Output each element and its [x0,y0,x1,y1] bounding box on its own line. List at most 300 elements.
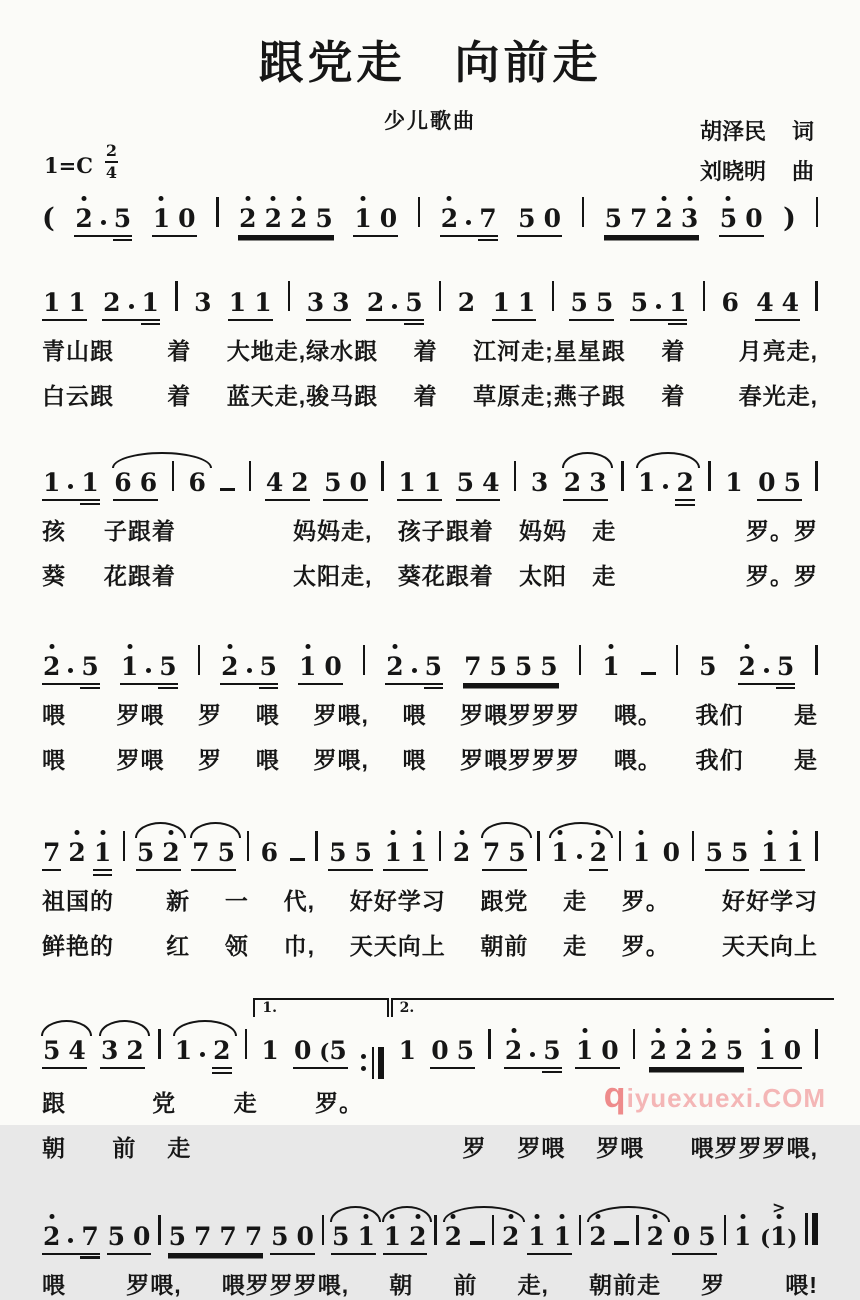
note-digit: 5 [595,288,614,317]
note-digit: 4 [265,468,284,497]
final-barline [805,1213,818,1245]
note-digit: 1 [551,838,569,867]
note [194,290,211,315]
note-digit: 2 [264,204,282,233]
note [68,290,85,315]
barline [619,831,622,861]
octave-dot [159,196,164,201]
lyric-syllable: 巾, [283,933,315,959]
barline [815,461,818,491]
beam-group [430,1038,475,1069]
lyric-syllable: 罗 [198,702,223,728]
note-digit: 7 [464,652,482,681]
note-digit: 7 [43,838,61,867]
note [493,290,510,315]
note [133,1221,151,1251]
lyric-syllable: 草原走;燕子跟 [473,383,626,409]
note-digit: 5 [699,652,717,681]
octave-dot [707,1028,712,1033]
beam-group [575,1038,620,1069]
lyric-syllable: 喂 [255,747,280,773]
note [296,1221,314,1251]
notes-row [42,621,818,685]
barline [439,831,442,861]
note-digit: 0 [672,1221,691,1251]
octave-dot [391,830,396,835]
octave-dot [305,644,310,649]
note [681,206,698,231]
beam-group [672,1221,717,1255]
note [505,1038,522,1063]
note [761,840,778,865]
note [355,840,372,865]
note-digit: 6 [114,468,132,497]
watermark-logo-letter: q [603,1074,627,1115]
beam-group [517,206,562,237]
octave-dot [681,1028,686,1033]
note [453,840,470,865]
octave-dot [726,196,731,201]
note [457,1038,474,1063]
beam-group [113,470,158,501]
lyric-syllable: 着 [413,338,438,364]
note [733,1221,752,1251]
lyric-syllable: 江河走;星星跟 [473,338,626,364]
beam-group [444,1221,463,1251]
note-digit: 1 [528,1221,546,1251]
beam-group [637,470,695,495]
lyrics-line [42,883,818,916]
note-digit: 0 [296,1221,314,1251]
note [425,654,442,679]
song-title: 跟党走 向前走 [258,37,602,88]
note [221,654,238,679]
note [483,840,500,865]
barline [708,461,711,491]
time-signature-numerator: 2 [105,141,117,160]
note [518,290,535,315]
lyric-syllable: 走 [592,563,617,589]
lyric-syllable: 白云跟 [42,383,114,409]
note-digit: 5 [168,1221,187,1251]
note-digit: 7 [219,1221,237,1251]
octave-dot [296,196,301,201]
octave-dot [608,644,613,649]
octave-dot [82,196,87,201]
barline [175,281,178,311]
note [43,1221,61,1251]
note-digit: 0 [293,1036,312,1065]
note-digit: 1 [228,288,247,317]
lyric-syllable: 孩 [42,518,66,544]
note-digit: 5 [332,1221,350,1251]
note-digit: 2 [504,1036,523,1065]
lyric-syllable: 跟 [42,1089,66,1116]
lyric-syllable: 罗 [462,1134,487,1161]
note-digit: 5 [324,468,342,497]
barline [158,1029,161,1059]
beam-group [757,1038,802,1069]
note-digit: 6 [721,288,739,317]
note-digit: 1 [575,1036,594,1065]
beam-group [755,290,800,321]
beam-group [530,470,549,495]
lyric-syllable: 朝前走 [588,1271,661,1298]
note-digit: 1 [770,1221,788,1251]
composer-role: 曲 [791,159,814,184]
barline [579,645,582,675]
notation-system [42,437,818,591]
lyrics-line [42,697,818,730]
note-digit: 2 [409,1221,427,1251]
octave-dot [740,1214,745,1219]
note-digit: 2 [289,204,308,233]
note-digit: 1 [254,288,272,317]
lyric-syllable: 天天向上 [722,933,818,959]
note [357,1221,375,1251]
note [229,290,246,315]
barline [381,461,384,491]
note-digit: 4 [482,468,500,497]
beam-group [74,206,132,237]
note-digit: 2 [103,288,121,317]
beam-group [174,1038,232,1063]
note [551,840,568,865]
octave-dot [511,1028,516,1033]
augmentation-dot [466,220,471,225]
lyrics-line [42,513,818,546]
note-digit: 1 [668,288,687,317]
beam-group [398,1038,417,1063]
note-digit: 1 [409,838,428,867]
note [441,206,458,231]
note-digit: 1 [384,838,402,867]
barline [815,281,818,311]
barline [537,831,540,861]
note [672,1221,691,1251]
beam-group [102,290,160,321]
note [94,840,111,865]
beam-group [107,1221,152,1255]
note-digit: 2 [589,1221,607,1251]
octave-dot [100,830,105,835]
lyric-syllable: 着 [167,383,192,409]
note-digit: 4 [68,1036,86,1065]
beam-group [220,654,278,685]
lyric-syllable: 妈妈走, [293,518,373,544]
beam-group [260,1038,279,1063]
note-digit: 2 [589,838,608,867]
note [700,1038,717,1063]
note [601,1038,618,1063]
beam-group [42,1221,100,1255]
barline [123,831,126,861]
volta-bracket [391,998,834,1017]
lyricist-name: 胡泽民 [699,119,766,144]
note-digit: 2 [440,204,459,233]
parenthesis: ( [760,1224,770,1250]
note [570,290,587,315]
note [332,290,349,315]
beam-group [440,206,498,237]
octave-dot [687,196,692,201]
beam-group [331,1221,376,1255]
note [265,206,282,231]
note [758,1038,775,1063]
note [482,470,499,495]
octave-dot [639,830,644,835]
notes-row [42,1189,818,1255]
note-digit: 5 [489,652,507,681]
lyric-syllable: 妈妈 [518,518,567,544]
note [81,654,98,679]
augmentation-dot [656,304,661,309]
beam-group [265,470,310,501]
notation-system [42,173,818,237]
beam-group [604,206,700,237]
lyric-syllable: 罗 [701,1271,726,1298]
note [107,1221,126,1251]
note-digit: 2 [700,1036,718,1065]
beam-group [42,1038,87,1069]
octave-dot [361,196,366,201]
note-digit: 1 [398,468,416,497]
octave-dot [49,1214,54,1219]
note [650,1038,667,1063]
lyric-syllable: 喂 [42,1271,66,1298]
notation-system [42,621,818,775]
lyric-syllable: 走 [592,518,617,544]
note-digit: 0 [379,204,398,233]
accent-mark: > [772,1197,786,1217]
beam-group [328,840,373,871]
augmentation-dot [392,304,397,309]
lyric-syllable: 走 [563,888,588,914]
barline [621,461,624,491]
note [319,1038,346,1063]
note-digit: 2 [68,838,86,867]
note [777,654,794,679]
lyrics-line [42,742,818,775]
beam-group [191,840,236,871]
note [669,290,686,315]
barline [439,281,442,311]
beam-group [42,840,112,865]
note [464,654,481,679]
lyric-syllable: 朝 [389,1271,414,1298]
lyrics-line [42,1130,818,1163]
beam-group [705,840,750,871]
note [384,840,401,865]
thick-barline [812,1213,818,1245]
beam-group [298,654,343,685]
note-digit: 5 [329,838,347,867]
note-digit: 3 [680,204,699,233]
lyric-syllable: 我们 [695,747,744,773]
lyric-syllable: 领 [224,933,249,959]
note [444,1221,463,1251]
beam-group [397,470,442,501]
notation-system [42,257,818,411]
note [266,470,283,495]
note [410,840,427,865]
barline [363,645,366,675]
note [81,470,98,495]
lyric-syllable: 走 [563,933,588,959]
lyric-syllable: 罗喂罗罗罗 [460,702,581,728]
augmentation-dot [68,484,73,489]
note-digit: 5 [604,204,622,233]
note [706,840,723,865]
song-genre: 少儿歌曲 [384,110,476,133]
beam-group [588,1221,607,1251]
note-digit: 5 [719,204,738,233]
note-digit: 1 [786,838,804,867]
note [291,470,308,495]
octave-dot [765,1028,770,1033]
note-digit: 2 [444,1221,463,1251]
note [194,1221,212,1251]
note-digit: 5 [271,1221,289,1251]
note [479,206,496,231]
octave-dot [656,1028,661,1033]
beam-group [662,840,681,865]
note-digit: 4 [756,288,774,317]
note-digit: 5 [107,1221,126,1251]
note [383,1221,402,1251]
note-digit: 0 [758,468,776,497]
note [405,290,422,315]
note [175,1038,192,1063]
beam-group [501,1221,520,1251]
note [114,470,131,495]
lyric-syllable: 红 [166,933,191,959]
lyric-syllable: 好好学习 [722,888,818,914]
lyric-syllable: 喂 [402,702,427,728]
beam-group [646,1221,665,1251]
note-digit: 2 [646,1221,665,1251]
augmentation-dot [146,668,151,673]
note [271,1221,289,1251]
lyrics-line [42,333,818,366]
note-digit: 1 [68,288,86,317]
barline [198,645,201,675]
beam-group [759,1197,798,1251]
note [68,840,85,865]
beam-group [504,1038,562,1069]
note-digit: 5 [698,1221,716,1251]
lyric-syllable: 罗。罗 [746,518,819,544]
augmentation-dot [200,1052,205,1057]
note-digit: 5 [518,204,536,233]
note-digit: 0 [178,204,196,233]
note-digit: 2 [43,652,61,681]
lyric-syllable: 罗喂 [596,1134,645,1161]
note-digit: 3 [306,288,325,317]
note-digit: 5 [783,468,801,497]
beam-group [152,206,197,237]
lyrics-line [42,1267,818,1300]
barline [579,1215,582,1245]
beam-group [456,470,501,501]
beam-group [42,654,100,685]
barline [815,831,818,861]
note-digit: 0 [324,652,342,681]
note-digit: 1 [357,1221,375,1251]
note [731,840,748,865]
note [261,840,278,865]
note [602,654,619,679]
note-digit: 1 [141,288,159,317]
lyric-syllable: 党 [152,1089,177,1116]
beam-group [632,840,651,865]
lyric-syllable: 喂! [785,1271,818,1298]
lyric-syllable: 祖国的 [42,888,114,914]
note-digit: 5 [43,1036,61,1065]
score [0,173,860,1300]
lyric-syllable: 罗 [198,747,223,773]
beam-group [719,206,764,237]
dash-note [641,672,656,676]
note [350,470,367,495]
note-digit: 0 [783,1036,802,1065]
beam-group [757,470,802,501]
augmentation-dot [101,220,106,225]
note [663,840,680,865]
note-digit: 5 [514,652,533,681]
lyric-syllable: 太阳 [518,563,567,589]
note-digit: 1 [725,468,743,497]
note [121,654,138,679]
beam-group [601,654,620,679]
note-digit: 1 [43,288,61,317]
lyric-syllable: 喂 [42,747,66,773]
octave-dot [662,196,667,201]
note [254,290,271,315]
octave-dot [127,644,132,649]
note-digit: 2 [213,1036,231,1065]
lyric-syllable: 喂罗罗罗喂, [690,1134,819,1161]
lyric-syllable: 着 [661,338,686,364]
note [409,1221,427,1251]
lyric-syllable: 喂。 [613,702,662,728]
octave-dot [745,644,750,649]
note [675,1038,692,1063]
note-digit: 0 [431,1036,449,1065]
notes-row [42,257,818,321]
augmentation-dot [68,1238,73,1243]
note-digit: 2 [738,652,756,681]
note-digit: 4 [781,288,800,317]
volta-label: 2. [399,1000,415,1016]
notation-system [42,1189,818,1300]
note [75,206,92,231]
augmentation-dot [412,668,417,673]
notes-row [42,173,818,237]
note-digit: 0 [133,1221,151,1251]
key-label: 1=C [44,152,93,178]
note-digit: 5 [776,652,795,681]
lyric-syllable: 罗。 [621,888,670,914]
barline [724,1215,727,1245]
lyric-syllable: 罗喂, [313,747,369,773]
note [502,1221,520,1251]
beam-group [698,654,717,679]
note-digit: 1 [383,1221,402,1251]
note-digit: 1 [638,468,656,497]
octave-dot [271,196,276,201]
lyric-syllable: 喂 [42,702,66,728]
